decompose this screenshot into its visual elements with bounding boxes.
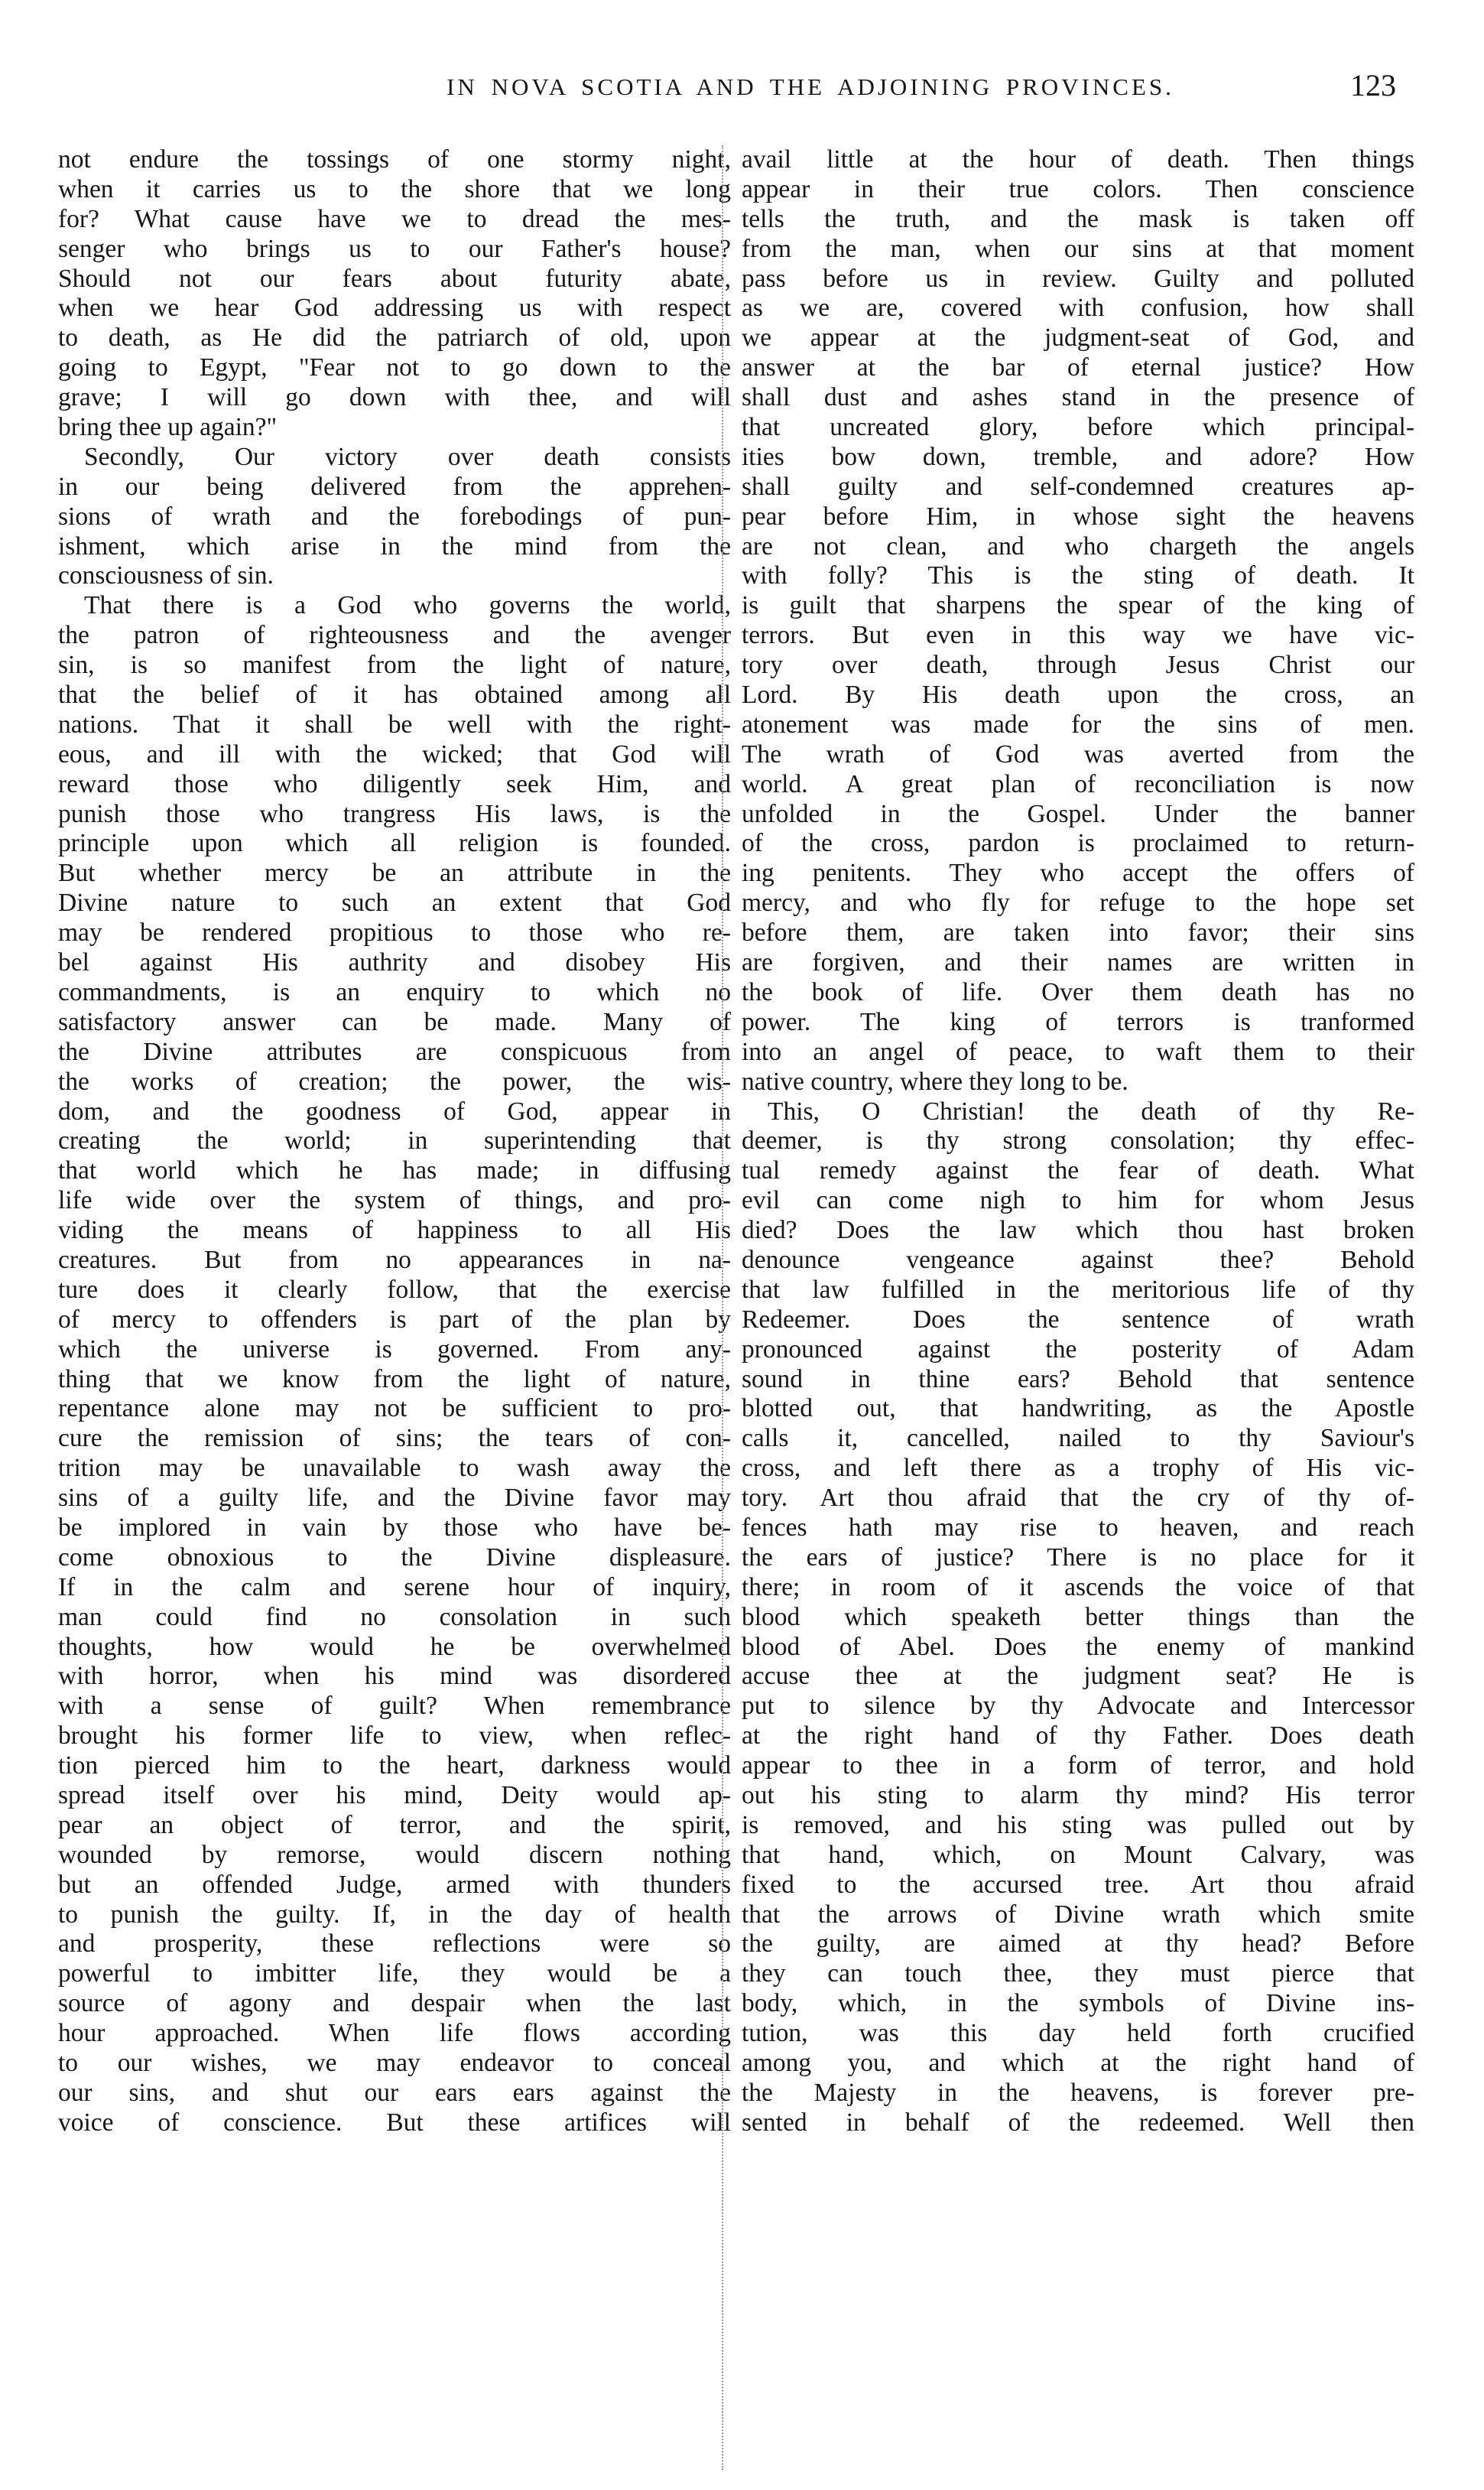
text-line: we appear at the judgment-seat of God, and bbox=[742, 323, 1414, 353]
text-line: reward those who diligently seek Him, and bbox=[58, 769, 731, 798]
text-line: that hand, which, on Mount Calvary, was bbox=[742, 1840, 1414, 1869]
text-line: power. The king of terrors is tranformed bbox=[742, 1007, 1414, 1036]
text-line: blood which speaketh better things than the bbox=[742, 1602, 1414, 1631]
text-line: creating the world; in superintending that bbox=[58, 1126, 731, 1156]
text-line: man could find no consolation in such bbox=[58, 1602, 731, 1631]
text-line: pear before Him, in whose sight the heavens bbox=[742, 502, 1414, 531]
text-line: life wide over the system of things, and pro- bbox=[58, 1186, 731, 1215]
text-line: deemer, is thy strong consolation; thy effec- bbox=[742, 1126, 1414, 1156]
text-line: in our being delivered from the apprehen- bbox=[58, 472, 731, 501]
text-line: before them, are taken into favor; their sins bbox=[742, 918, 1414, 948]
text-line: appear in their true colors. Then conscience bbox=[742, 174, 1414, 203]
text-line: blotted out, that handwriting, as the Apostle bbox=[742, 1394, 1414, 1423]
text-line: viding the means of happiness to all His bbox=[58, 1216, 731, 1245]
text-line: trition may be unavailable to wash away the bbox=[58, 1454, 731, 1483]
running-head: IN NOVA SCOTIA AND THE ADJOINING PROVINCES. bbox=[446, 73, 1174, 100]
text-line: with a sense of guilt? When remembrance bbox=[58, 1692, 731, 1721]
text-line: sions of wrath and the forebodings of pun- bbox=[58, 502, 731, 531]
text-line: hour approached. When life flows according bbox=[58, 2019, 731, 2048]
text-line: senger who brings us to our Father's house? bbox=[58, 234, 731, 263]
text-line: for? What cause have we to dread the mes- bbox=[58, 204, 731, 233]
text-line: bring thee up again?" bbox=[58, 413, 278, 442]
text-line: brought his former life to view, when reflec- bbox=[58, 1721, 731, 1750]
text-line: come obnoxious to the Divine displeasure. bbox=[58, 1542, 731, 1572]
text-line: bel against His authrity and disobey His bbox=[58, 948, 731, 977]
text-line: are forgiven, and their names are written in bbox=[742, 948, 1414, 977]
text-line: be implored in vain by those who have be- bbox=[58, 1513, 731, 1542]
text-line: shall dust and ashes stand in the presence of bbox=[742, 383, 1414, 412]
text-line: out his sting to alarm thy mind? His terror bbox=[742, 1780, 1414, 1809]
text-line: the ears of justice? There is no place for it bbox=[742, 1542, 1414, 1572]
text-line: But whether mercy be an attribute in the bbox=[58, 859, 731, 888]
text-line: Lord. By His death upon the cross, an bbox=[742, 681, 1414, 710]
text-line: not endure the tossings of one stormy night, bbox=[58, 145, 731, 174]
text-line: fences hath may rise to heaven, and reach bbox=[742, 1513, 1414, 1542]
text-line: tory over death, through Jesus Christ our bbox=[742, 651, 1414, 680]
text-line: and prosperity, these reflections were so bbox=[58, 1929, 731, 1959]
text-line: when it carries us to the shore that we long bbox=[58, 174, 731, 203]
text-line: with folly? This is the sting of death. It bbox=[742, 561, 1414, 590]
text-line: world. A great plan of reconciliation is now bbox=[742, 769, 1414, 798]
text-line: commandments, is an enquiry to which no bbox=[58, 977, 731, 1006]
text-line: native country, where they long to be. bbox=[742, 1067, 1128, 1096]
text-line: pronounced against the posterity of Adam bbox=[742, 1334, 1414, 1364]
page-number: 123 bbox=[1350, 68, 1396, 102]
text-line: punish those who trangress His laws, is the bbox=[58, 799, 731, 828]
text-line: eous, and ill with the wicked; that God will bbox=[58, 740, 731, 769]
text-line: Secondly, Our victory over death consists bbox=[84, 442, 731, 471]
text-line: satisfactory answer can be made. Many of bbox=[58, 1007, 731, 1036]
text-line: Divine nature to such an extent that God bbox=[58, 889, 731, 918]
left-text-column bbox=[58, 145, 731, 2138]
text-line: shall guilty and self-condemned creatures ap- bbox=[742, 472, 1414, 501]
text-line: pass before us in review. Guilty and polluted bbox=[742, 264, 1414, 293]
text-line: unfolded in the Gospel. Under the banner bbox=[742, 799, 1414, 828]
text-line: to our wishes, we may endeavor to conceal bbox=[58, 2049, 731, 2077]
text-line: This, O Christian! the death of thy Re- bbox=[768, 1097, 1414, 1126]
text-line: pear an object of terror, and the spirit, bbox=[58, 1810, 731, 1839]
text-line: That there is a God who governs the world, bbox=[84, 591, 731, 620]
text-line: tution, was this day held forth crucified bbox=[742, 2019, 1414, 2048]
text-line: they can touch thee, they must pierce that bbox=[742, 1959, 1414, 1988]
text-line: there; in room of it ascends the voice of that bbox=[742, 1572, 1414, 1601]
text-line: wounded by remorse, would discern nothing bbox=[58, 1840, 731, 1869]
text-line: ities bow down, tremble, and adore? How bbox=[742, 442, 1414, 471]
text-line: avail little at the hour of death. Then things bbox=[742, 145, 1414, 174]
text-line: ing penitents. They who accept the offers of bbox=[742, 859, 1414, 888]
text-line: blood of Abel. Does the enemy of mankind bbox=[742, 1632, 1414, 1661]
text-line: Should not our fears about futurity abate, bbox=[58, 264, 731, 293]
text-line: that uncreated glory, before which principal- bbox=[742, 413, 1414, 442]
text-line: ture does it clearly follow, that the exercise bbox=[58, 1275, 731, 1304]
text-line: Redeemer. Does the sentence of wrath bbox=[742, 1305, 1414, 1334]
text-line: thoughts, how would he be overwhelmed bbox=[58, 1632, 731, 1661]
text-line: that world which he has made; in diffusing bbox=[58, 1156, 731, 1185]
text-line: put to silence by thy Advocate and Intercessor bbox=[742, 1692, 1414, 1721]
text-line: from the man, when our sins at that moment bbox=[742, 234, 1414, 263]
text-line: nations. That it shall be well with the right- bbox=[58, 710, 731, 739]
text-line: answer at the bar of eternal justice? How bbox=[742, 353, 1414, 382]
text-line: which the universe is governed. From any- bbox=[58, 1334, 731, 1364]
text-line: sented in behalf of the redeemed. Well then bbox=[742, 2108, 1414, 2137]
text-line: the works of creation; the power, the wis- bbox=[58, 1067, 731, 1096]
text-line: is removed, and his sting was pulled out by bbox=[742, 1810, 1414, 1839]
text-line: are not clean, and who chargeth the angels bbox=[742, 531, 1414, 561]
text-line: the guilty, are aimed at thy head? Before bbox=[742, 1929, 1414, 1959]
text-line: cure the remission of sins; the tears of con- bbox=[58, 1424, 731, 1453]
text-line: the book of life. Over them death has no bbox=[742, 977, 1414, 1006]
text-line: may be rendered propitious to those who re- bbox=[58, 918, 731, 948]
text-line: evil can come nigh to him for whom Jesus bbox=[742, 1186, 1414, 1215]
text-line: sins of a guilty life, and the Divine favor may bbox=[58, 1484, 731, 1513]
text-line: that the belief of it has obtained among all bbox=[58, 681, 731, 710]
text-line: source of agony and despair when the last bbox=[58, 1989, 731, 2018]
text-line: tion pierced him to the heart, darkness would bbox=[58, 1751, 731, 1780]
text-line: at the right hand of thy Father. Does death bbox=[742, 1721, 1414, 1750]
text-line: cross, and left there as a trophy of His vic- bbox=[742, 1454, 1414, 1483]
text-line: ishment, which arise in the mind from the bbox=[58, 531, 731, 561]
text-line: the Divine attributes are conspicuous from bbox=[58, 1037, 731, 1066]
text-line: principle upon which all religion is founded. bbox=[58, 829, 731, 858]
text-line: tory. Art thou afraid that the cry of thy of- bbox=[742, 1484, 1414, 1513]
text-line: thing that we know from the light of nature, bbox=[58, 1364, 731, 1393]
text-line: atonement was made for the sins of men. bbox=[742, 710, 1414, 739]
text-line: sound in thine ears? Behold that sentence bbox=[742, 1364, 1414, 1393]
text-line: body, which, in the symbols of Divine ins- bbox=[742, 1989, 1414, 2018]
text-line: spread itself over his mind, Deity would ap- bbox=[58, 1780, 731, 1809]
text-line: sin, is so manifest from the light of nature, bbox=[58, 651, 731, 680]
text-line: into an angel of peace, to waft them to their bbox=[742, 1037, 1414, 1066]
text-line: to death, as He did the patriarch of old, upon bbox=[58, 323, 731, 353]
text-line: our sins, and shut our ears ears against the bbox=[58, 2078, 731, 2107]
right-text-column bbox=[742, 145, 1414, 2138]
text-line: the Majesty in the heavens, is forever pre- bbox=[742, 2078, 1414, 2107]
text-line: dom, and the goodness of God, appear in bbox=[58, 1097, 731, 1126]
text-line: when we hear God addressing us with respect bbox=[58, 294, 731, 323]
text-line: mercy, and who fly for refuge to the hope set bbox=[742, 889, 1414, 918]
text-line: as we are, covered with confusion, how shall bbox=[742, 294, 1414, 323]
text-line: is guilt that sharpens the spear of the king of bbox=[742, 591, 1414, 620]
text-line: with horror, when his mind was disordered bbox=[58, 1662, 731, 1691]
text-line: of mercy to offenders is part of the plan by bbox=[58, 1305, 731, 1334]
text-line: repentance alone may not be sufficient to pro- bbox=[58, 1394, 731, 1423]
text-line: appear to thee in a form of terror, and hold bbox=[742, 1751, 1414, 1780]
text-line: creatures. But from no appearances in na- bbox=[58, 1245, 731, 1274]
text-line: but an offended Judge, armed with thunders bbox=[58, 1870, 731, 1899]
text-line: tells the truth, and the mask is taken off bbox=[742, 204, 1414, 233]
text-line: grave; I will go down with thee, and will bbox=[58, 383, 731, 412]
column-divider bbox=[722, 145, 723, 2470]
text-line: The wrath of God was averted from the bbox=[742, 740, 1414, 769]
text-line: powerful to imbitter life, they would be a bbox=[58, 1959, 731, 1988]
text-line: to punish the guilty. If, in the day of health bbox=[58, 1900, 731, 1929]
text-line: If in the calm and serene hour of inquiry, bbox=[58, 1572, 731, 1601]
text-line: among you, and which at the right hand of bbox=[742, 2049, 1414, 2077]
text-line: going to Egypt, "Fear not to go down to the bbox=[58, 353, 731, 382]
text-line: denounce vengeance against thee? Behold bbox=[742, 1245, 1414, 1274]
text-line: fixed to the accursed tree. Art thou afraid bbox=[742, 1870, 1414, 1899]
text-line: the patron of righteousness and the avenger bbox=[58, 621, 731, 650]
text-line: calls it, cancelled, nailed to thy Saviour's bbox=[742, 1424, 1414, 1453]
text-line: voice of conscience. But these artifices will bbox=[58, 2108, 731, 2137]
text-line: accuse thee at the judgment seat? He is bbox=[742, 1662, 1414, 1691]
text-line: terrors. But even in this way we have vic- bbox=[742, 621, 1414, 650]
text-line: consciousness of sin. bbox=[58, 561, 274, 590]
text-line: died? Does the law which thou hast broken bbox=[742, 1216, 1414, 1245]
text-line: tual remedy against the fear of death. What bbox=[742, 1156, 1414, 1185]
text-line: that the arrows of Divine wrath which smite bbox=[742, 1900, 1414, 1929]
text-line: that law fulfilled in the meritorious life of thy bbox=[742, 1275, 1414, 1304]
text-line: of the cross, pardon is proclaimed to return- bbox=[742, 829, 1414, 858]
